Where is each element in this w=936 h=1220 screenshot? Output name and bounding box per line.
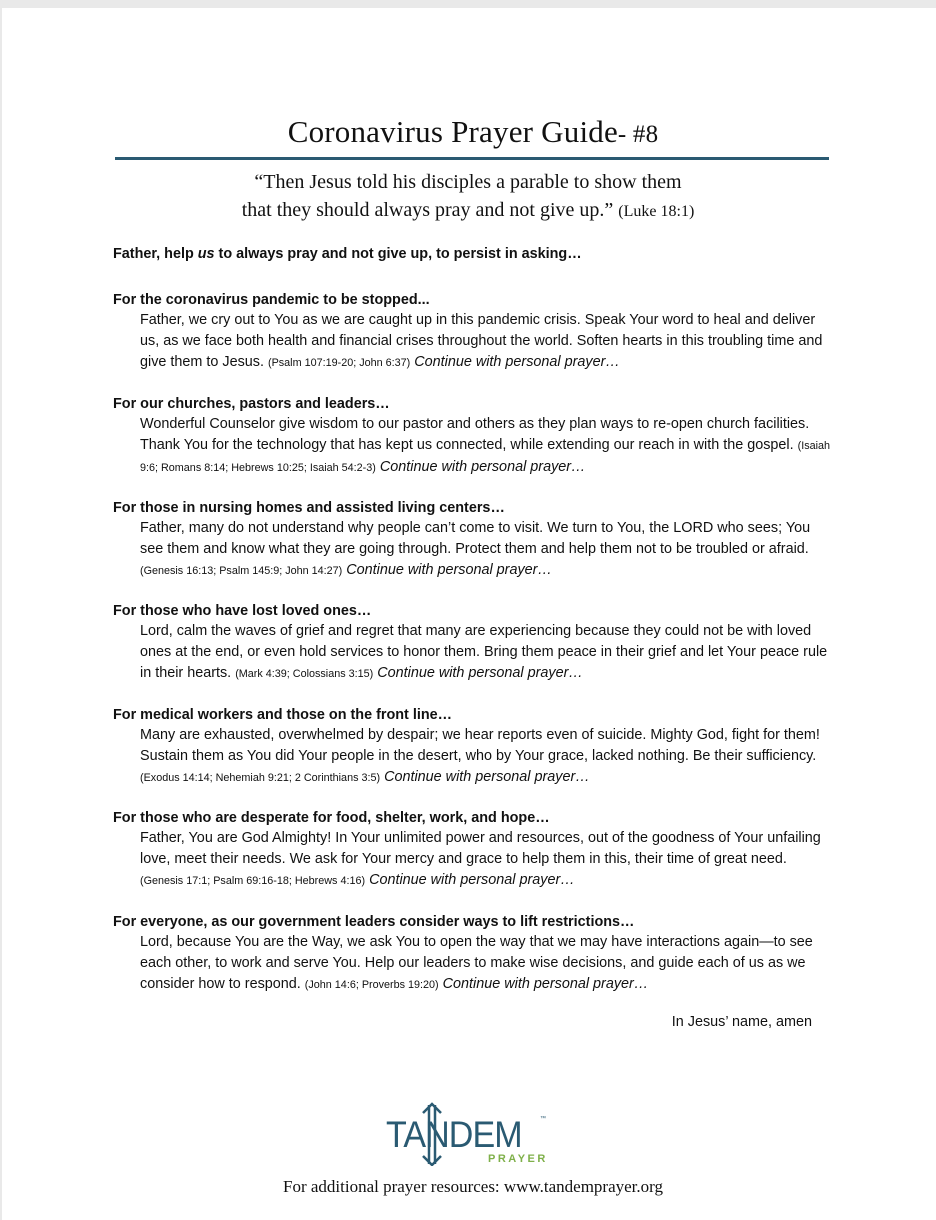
logo-wordmark: TANDEM xyxy=(386,1114,522,1155)
page-title xyxy=(0,114,936,150)
section-heading: For medical workers and those on the front line… xyxy=(113,707,453,723)
section-body: Lord, because You are the Way, we ask You to open the way that we may have interactions again—to see each other, to work and serve You. Help our leaders to make wise decisions, and guide each of us as we consider how to respond. (John 14:6; Proverbs 19:20) Continue with personal prayer… xyxy=(140,934,813,992)
continue-note: Continue with personal prayer… xyxy=(442,975,649,992)
prayer-section-2 xyxy=(113,394,833,478)
verse-ref: (Luke 18:1) xyxy=(618,203,695,220)
intro-emphasis: us xyxy=(197,246,215,262)
footer-resources: For additional prayer resources: www.tandemprayer.org xyxy=(282,1177,664,1196)
logo-subtitle: PRAYER xyxy=(488,1153,548,1165)
prayer-section-3 xyxy=(113,498,833,581)
section-refs: (Genesis 16:13; Psalm 145:9; John 14:27) xyxy=(140,564,343,577)
tandem-prayer-logo xyxy=(384,1102,554,1174)
title-rule xyxy=(115,157,829,160)
continue-note: Continue with personal prayer… xyxy=(377,664,583,681)
prayer-section-4 xyxy=(113,601,833,684)
section-body: Many are exhausted, overwhelmed by despair; we hear reports even of suicide. Mighty God, fight for them! Sustain them as You did Your people in the desert, who by Your grace, lacked nothing. Be their sufficiency. (Exodus 14:14; Nehemiah 9:21; 2 Corinthians 3:5) Continue with personal prayer… xyxy=(140,727,820,785)
section-heading: For the coronavirus pandemic to be stopped... xyxy=(113,292,430,308)
section-heading: For our churches, pastors and leaders… xyxy=(113,396,390,412)
up-down-arrow-icon xyxy=(419,1102,445,1166)
trademark-mark: ™ xyxy=(540,1116,546,1122)
section-heading: For everyone, as our government leaders consider ways to lift restrictions… xyxy=(113,914,635,930)
section-body: Father, we cry out to You as we are caught up in this pandemic crisis. Speak Your word to heal and deliver us, as we face both health and financial crises throughout the world. Soften hearts in this troubling time and give them to Jesus. (Psalm 107:19-20; John 6:37) Continue with personal prayer… xyxy=(140,312,823,370)
intro-line: Father, help us to always pray and not give up, to persist in asking… xyxy=(113,246,582,262)
section-refs: (Mark 4:39; Colossians 3:15) xyxy=(235,667,374,680)
section-heading: For those in nursing homes and assisted living centers… xyxy=(113,500,505,516)
section-heading: For those who have lost loved ones… xyxy=(113,603,372,619)
prayer-section-7 xyxy=(113,912,833,995)
section-body: Father, many do not understand why people can’t come to visit. We turn to You, the LORD who sees; You see them and know what they are going through. Protect them and help them not to be troubled or afraid. (Genesis 16:13; Psalm 145:9; John 14:27) Continue with personal prayer… xyxy=(140,520,811,578)
section-refs: (Exodus 14:14; Nehemiah 9:21; 2 Corinthians 3:5) xyxy=(140,771,381,784)
prayer-section-1 xyxy=(113,290,833,373)
section-refs: (Genesis 17:1; Psalm 69:16-18; Hebrews 4:16) xyxy=(140,874,366,887)
section-body: Lord, calm the waves of grief and regret that many are experiencing because they could not be with loved ones at the end, or even hold services to honor them. Bring them peace in their grief and let Your peace rule in their hearts. (Mark 4:39; Colossians 3:15) Continue with personal prayer… xyxy=(140,623,828,681)
prayer-section-6 xyxy=(113,808,833,891)
section-refs: (John 14:6; Proverbs 19:20) xyxy=(304,978,439,991)
title-number: - #8 xyxy=(617,121,659,148)
prayer-section-5 xyxy=(113,705,833,788)
section-refs: (Isaiah 9:6; Romans 8:14; Hebrews 10:25; Isaiah 54:2-3) xyxy=(140,439,831,474)
verse-line-2: that they should always pray and not give up.” (Luke 18:1) xyxy=(241,199,695,221)
continue-note: Continue with personal prayer… xyxy=(384,768,590,785)
section-body: Father, You are God Almighty! In Your unlimited power and resources, out of the goodness of Your unfailing love, meet their needs. We ask for Your mercy and grace to help them in this, their time of great need. (Genesis 17:1; Psalm 69:16-18; Hebrews 4:16) Continue with personal prayer… xyxy=(140,830,821,888)
continue-note: Continue with personal prayer… xyxy=(369,871,575,888)
verse-line-1: “Then Jesus told his disciples a parable to show them xyxy=(254,171,682,193)
section-heading: For those who are desperate for food, shelter, work, and hope… xyxy=(113,810,550,826)
continue-note: Continue with personal prayer… xyxy=(346,561,552,578)
closing-line: In Jesus’ name, amen xyxy=(671,1014,812,1030)
section-body: Wonderful Counselor give wisdom to our pastor and others as they plan ways to re-open church facilities. Thank You for the technology that has kept us connected, while extending our reach in with the gospel. (Isaiah 9:6; Romans 8:14; Hebrews 10:25; Isaiah 54:2-3) Continue with personal prayer… xyxy=(140,416,831,475)
title-main: Coronavirus Prayer Guide xyxy=(287,114,618,149)
scripture-quote xyxy=(0,168,936,226)
continue-note: Continue with personal prayer… xyxy=(414,353,620,370)
continue-note: Continue with personal prayer… xyxy=(379,458,586,475)
section-refs: (Psalm 107:19-20; John 6:37) xyxy=(267,356,411,369)
